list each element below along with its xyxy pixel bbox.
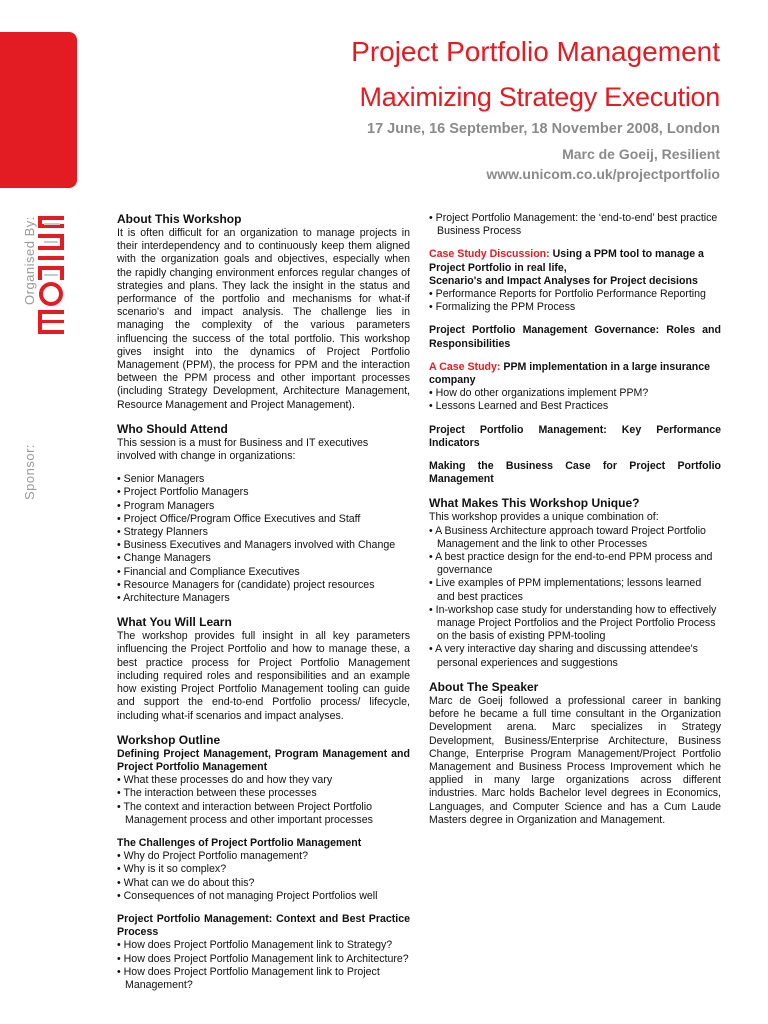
attend-list	[117, 473, 410, 605]
list-item: • Strategy Planners	[117, 526, 410, 539]
event-dates: 17 June, 16 September, 18 November 2008, London	[367, 121, 720, 137]
list-item: • How does Project Portfolio Management link to Project Management?	[117, 966, 410, 992]
list-item: • What can we do about this?	[117, 877, 410, 890]
unique-text: This workshop provides a unique combination of:	[429, 511, 659, 524]
list-item: • The interaction between these processes	[117, 787, 410, 800]
list-item: • The context and interaction between Project Portfolio Management process and other important processes	[117, 801, 410, 827]
business-case-topic: Making the Business Case for Project Portfolio Management	[429, 460, 721, 486]
list-item: • Program Managers	[117, 500, 410, 513]
list-item: • How does Project Portfolio Management link to Strategy?	[117, 939, 410, 952]
list-item: • Resource Managers for (candidate) project resources	[117, 579, 410, 592]
list-item: • Why do Project Portfolio management?	[117, 850, 410, 863]
outline-list	[117, 774, 410, 827]
presenter-info: Marc de Goeij, Resilient	[562, 146, 720, 162]
event-url[interactable]: www.unicom.co.uk/projectportfolio	[486, 166, 720, 182]
list-item: • Project Portfolio Managers	[117, 486, 410, 499]
list-item: • Business Executives and Managers involved with Change	[117, 539, 410, 552]
speaker-text: Marc de Goeij followed a professional career in banking before he became a full time consultant in the Organization Development arena. Marc specializes in Strategy Development, Business/Enterprise Architecture, Business Change, Enterprise Program Management/Project Portfolio Management and Business Process Improvement which he applied in many large organizations across different industries. Marc holds Bachelor level degrees in Economics, Languages, and Computer Science and has a Cum Laude Masters degree in Organization and Management.	[429, 694, 721, 826]
organised-by-label: Organised By:	[22, 216, 37, 305]
case-study-list	[429, 288, 721, 314]
about-heading: About This Workshop	[117, 212, 242, 226]
learn-text: The workshop provides full insight in all key parameters influencing the Project Portfolio and how to manage these, a best practice process for Project Portfolio Management including required roles and responsibilities and an example how existing Project Portfolio Management tooling can guide and support the end-to-end Portfolio process/ lifecycle, including what-if scenarios and impact analyses.	[117, 630, 410, 722]
list-item: • Why is it so complex?	[117, 863, 410, 876]
sponsor-label: Sponsor:	[22, 443, 37, 500]
attend-heading: Who Should Attend	[117, 421, 228, 436]
unicom-logo	[36, 214, 66, 336]
unique-heading: What Makes This Workshop Unique?	[429, 496, 640, 511]
learn-heading: What You Will Learn	[117, 615, 232, 630]
left-column	[117, 212, 410, 992]
list-item: • Financial and Compliance Executives	[117, 566, 410, 579]
case-study-list	[429, 387, 721, 413]
list-item: • Senior Managers	[117, 473, 410, 486]
outline-subheading: The Challenges of Project Portfolio Management	[117, 836, 362, 849]
list-item: • Formalizing the PPM Process	[429, 301, 721, 314]
list-item: • Live examples of PPM implementations; lessons learned and best practices	[429, 577, 721, 603]
outline-list	[429, 212, 721, 238]
speaker-heading: About The Speaker	[429, 679, 539, 694]
list-item: • Architecture Managers	[117, 592, 410, 605]
list-item: • What these processes do and how they vary	[117, 774, 410, 787]
unique-list	[429, 525, 721, 670]
case-study-title: PPM implementation in a large insurance company	[429, 360, 711, 387]
list-item: • A very interactive day sharing and discussing attendee's personal experiences and suggestions	[429, 643, 721, 669]
governance-topic: Project Portfolio Management Governance: Roles and Responsibilities	[429, 324, 721, 350]
right-column	[429, 212, 721, 827]
list-item: • How does Project Portfolio Management link to Architecture?	[117, 953, 410, 966]
case-study-label: A Case Study:	[429, 360, 501, 373]
outline-subheading: Project Portfolio Management: Context and Best Practice Process	[117, 912, 410, 939]
red-header-tab	[0, 32, 77, 188]
list-item: • Consequences of not managing Project Portfolios well	[117, 890, 410, 903]
list-item: • A Business Architecture approach toward Project Portfolio Management and the link to other Processes	[429, 525, 721, 551]
list-item: • In-workshop case study for understanding how to effectively manage Project Portfolios and the Project Portfolio Process on the basis of existing PPM-tooling	[429, 604, 721, 644]
kpi-topic: Project Portfolio Management: Key Performance Indicators	[429, 423, 721, 449]
list-item: • Performance Reports for Portfolio Performance Reporting	[429, 288, 721, 301]
attend-text: This session is a must for Business and IT executives involved with change in organizations:	[117, 436, 369, 463]
outline-list	[117, 939, 410, 992]
page-title: Project Portfolio Management	[351, 36, 720, 67]
list-item: • Project Portfolio Management: the ‘end-to-end’ best practice Business Process	[429, 212, 721, 238]
page-subtitle: Maximizing Strategy Execution	[359, 82, 720, 112]
about-text: It is often difficult for an organization to manage projects in their interdependency and to continuously keep them aligned with the organization goals and objectives, especially when the rapidly changing environment enforces regular changes of strategies and plans. They lack the insight in the status and performance of the portfolio and mechanisms for what-if scenario's and impact analysis. The challenge lies in managing the complexity of the various parameters influencing the success of the total portfolio. This workshop gives insight into the dynamics of Project Portfolio Management (PPM), the process for PPM and the interaction between the PPM process and other important processes (including Strategy Development, Architecture Management, Resource Management and Project Management).	[117, 227, 410, 411]
outline-list	[117, 850, 410, 903]
list-item: • Lessons Learned and Best Practices	[429, 400, 721, 413]
outline-heading: Workshop Outline	[117, 732, 221, 747]
list-item: • A best practice design for the end-to-end PPM process and governance	[429, 551, 721, 577]
case-study-label: Case Study Discussion:	[429, 248, 550, 261]
list-item: • Project Office/Program Office Executives and Staff	[117, 513, 410, 526]
case-study-title: Using a PPM tool to manage a Project Portfolio in real life,	[429, 248, 704, 274]
list-item: • How do other organizations implement PPM?	[429, 387, 721, 400]
case-study-subtitle: Scenario's and Impact Analyses for Project decisions	[429, 274, 698, 287]
list-item: • Change Managers	[117, 552, 410, 565]
outline-subheading: Defining Project Management, Program Management and Project Portfolio Management	[117, 747, 410, 773]
